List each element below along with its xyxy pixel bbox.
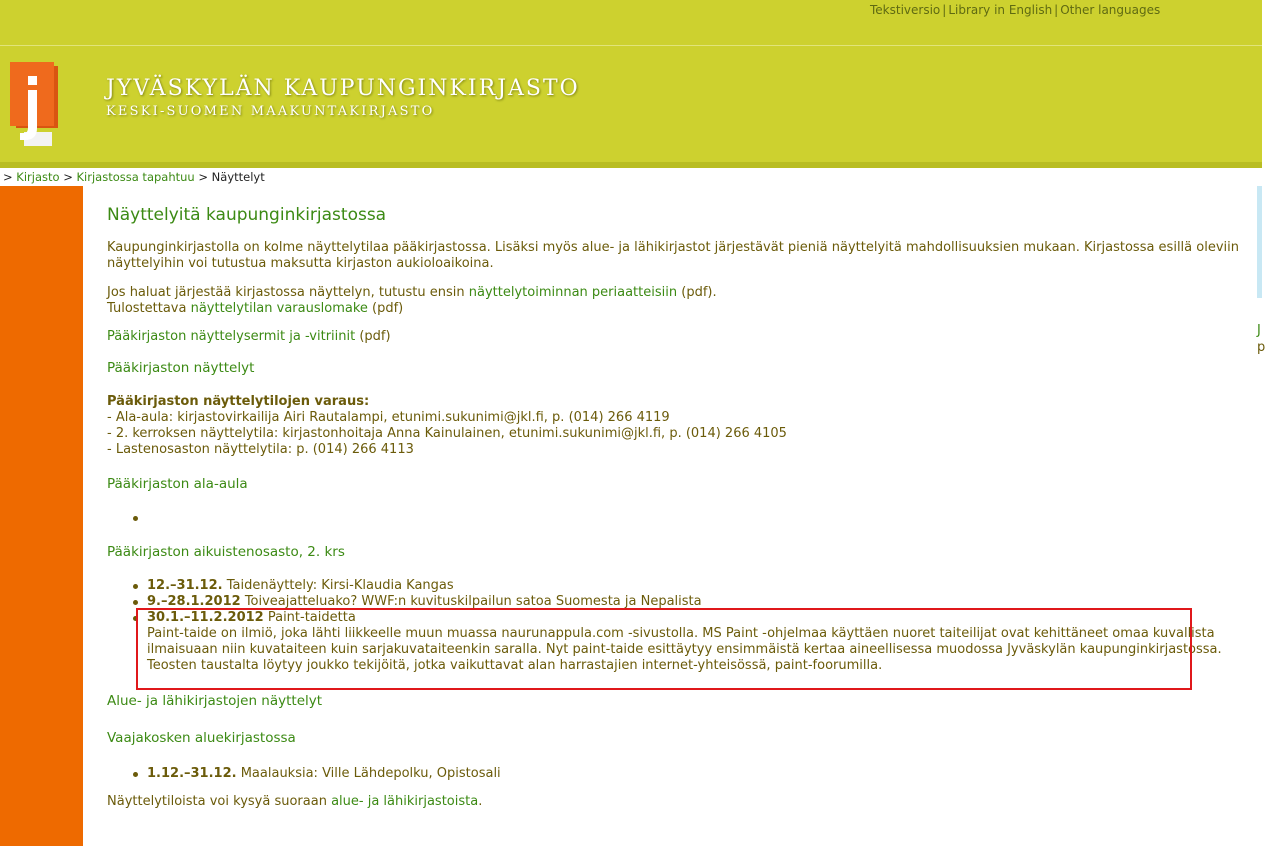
exhibition-title: Paint-taidetta — [263, 610, 356, 625]
list-item — [147, 766, 501, 782]
exhibition-title: Toiveajatteluako? WWF:n kuvituskilpailun satoa Suomesta ja Nepalista — [240, 594, 702, 609]
exhibition-date: 30.1.–11.2.2012 — [147, 610, 264, 625]
right-column-accent — [1257, 186, 1262, 298]
breadcrumb-kirjastossa-tapahtuu[interactable]: Kirjastossa tapahtuu — [76, 170, 195, 184]
form-text: Tulostettava — [107, 301, 191, 316]
footer-suffix: . — [478, 794, 483, 809]
organize-text: Jos haluat järjestää kirjastossa näyttelyn, tutustu ensin — [107, 285, 469, 300]
breadcrumb-current: Näyttelyt — [211, 170, 265, 184]
top-link-separator: | — [942, 3, 947, 17]
library-logo-icon — [6, 62, 58, 146]
list-bullet — [133, 516, 138, 521]
header-bottom-band — [0, 162, 1262, 168]
adult-section-heading: Pääkirjaston aikuistenosasto, 2. krs — [107, 544, 345, 560]
header-divider — [0, 45, 1262, 46]
left-sidebar-bar — [0, 186, 83, 846]
paint-description-line: ilmaisuaan niin kuvataiteen kuin sarjakuvataiteenkin saralla. Nyt paint-taide esittäytyy ensimmäistä kertaa aineellisessa muodossa Jyväskylän kaupunginkirjastossa. — [147, 642, 1222, 657]
organize-suffix: (pdf). — [677, 285, 717, 300]
organize-paragraph — [107, 285, 717, 301]
list-bullet — [133, 772, 138, 777]
footer-text: Näyttelytiloista voi kysyä suoraan — [107, 794, 332, 809]
site-title[interactable]: JYVÄSKYLÄN KAUPUNGINKIRJASTO — [106, 76, 580, 101]
exhibition-title: Maalauksia: Ville Lähdepolku, Opistosali — [236, 766, 501, 781]
breadcrumb-kirjasto[interactable]: Kirjasto — [16, 170, 60, 184]
breadcrumb-separator: > — [63, 170, 73, 184]
list-bullet — [133, 584, 138, 589]
vitrines-suffix: (pdf) — [355, 329, 391, 344]
vitrines-pdf-link[interactable]: Pääkirjaston näyttelysermit ja -vitriinit — [107, 329, 356, 344]
form-paragraph — [107, 301, 403, 317]
lobby-heading: Pääkirjaston ala-aula — [107, 476, 248, 492]
breadcrumb-separator: > — [198, 170, 209, 184]
list-bullet — [133, 600, 138, 605]
library-logo[interactable] — [6, 62, 58, 146]
main-exhibitions-heading: Pääkirjaston näyttelyt — [107, 360, 255, 376]
right-column-line: p — [1257, 340, 1265, 355]
paint-description-line: Teosten taustalta löytyy joukko tekijöitä, jotka vaikuttavat alan harrastajien internet-yhteisössä, paint-foorumilla. — [147, 658, 883, 673]
footer-paragraph — [107, 794, 482, 810]
page-title: Näyttelyitä kaupunginkirjastossa — [107, 205, 387, 225]
booking-line: - Ala-aula: kirjastovirkailija Airi Rautalampi, etunimi.sukunimi@jkl.fi, p. (014) 266 4119 — [107, 410, 670, 425]
list-item — [147, 578, 454, 594]
booking-line: - Lastenosaston näyttelytila: p. (014) 266 4113 — [107, 442, 414, 457]
top-link-separator: | — [1054, 3, 1059, 17]
branch-exhibitions-heading: Alue- ja lähikirjastojen näyttelyt — [107, 693, 323, 709]
site-header — [0, 0, 1262, 168]
form-suffix: (pdf) — [367, 301, 404, 316]
breadcrumb-separator: > — [3, 170, 13, 184]
right-column-text — [1257, 322, 1265, 356]
exhibition-date: 1.12.–31.12. — [147, 766, 237, 781]
booking-heading — [107, 394, 369, 410]
other-languages-link[interactable]: Other languages — [1060, 3, 1161, 17]
highlight-box — [136, 608, 1192, 690]
booking-line: - 2. kerroksen näyttelytila: kirjastonhoitaja Anna Kainulainen, etunimi.sukunimi@jkl.fi, p. (014) 266 4105 — [107, 426, 787, 441]
exhibition-date: 9.–28.1.2012 — [147, 594, 241, 609]
breadcrumb — [3, 170, 265, 184]
exhibition-title: Taidenäyttely: Kirsi-Klaudia Kangas — [222, 578, 454, 593]
booking-form-link[interactable]: näyttelytilan varauslomake — [190, 301, 368, 316]
site-subtitle: KESKI-SUOMEN MAAKUNTAKIRJASTO — [106, 104, 435, 119]
text-version-link[interactable]: Tekstiversio — [870, 3, 941, 17]
library-in-english-link[interactable]: Library in English — [948, 3, 1053, 17]
booking-heading-text: Pääkirjaston näyttelytilojen varaus: — [107, 394, 370, 409]
vaajakoski-heading: Vaajakosken aluekirjastossa — [107, 730, 296, 746]
paint-description-line: Paint-taide on ilmiö, joka lähti liikkeelle muun muassa naurunappula.com -sivustolla. MS Paint -ohjelmaa käyttäen nuoret taiteilijat ovat kehittäneet omaa kuvallista — [147, 626, 1215, 641]
top-links — [870, 3, 1160, 17]
vitrines-paragraph — [107, 329, 391, 345]
intro-line-1: Kaupunginkirjastolla on kolme näyttelytilaa pääkirjastossa. Lisäksi myös alue- ja lähikirjastot järjestävät pieniä näyttelyitä mahdollisuuksien mukaan. Kirjastossa esillä oleviin — [107, 240, 1239, 255]
branch-libraries-link[interactable]: alue- ja lähikirjastoista — [331, 794, 479, 809]
right-column-link[interactable]: J — [1257, 323, 1261, 338]
exhibition-date: 12.–31.12. — [147, 578, 223, 593]
intro-line-2: näyttelyihin voi tutustua maksutta kirjaston aukioloaikoina. — [107, 256, 494, 271]
principles-pdf-link[interactable]: näyttelytoiminnan periaatteisiin — [468, 285, 678, 300]
